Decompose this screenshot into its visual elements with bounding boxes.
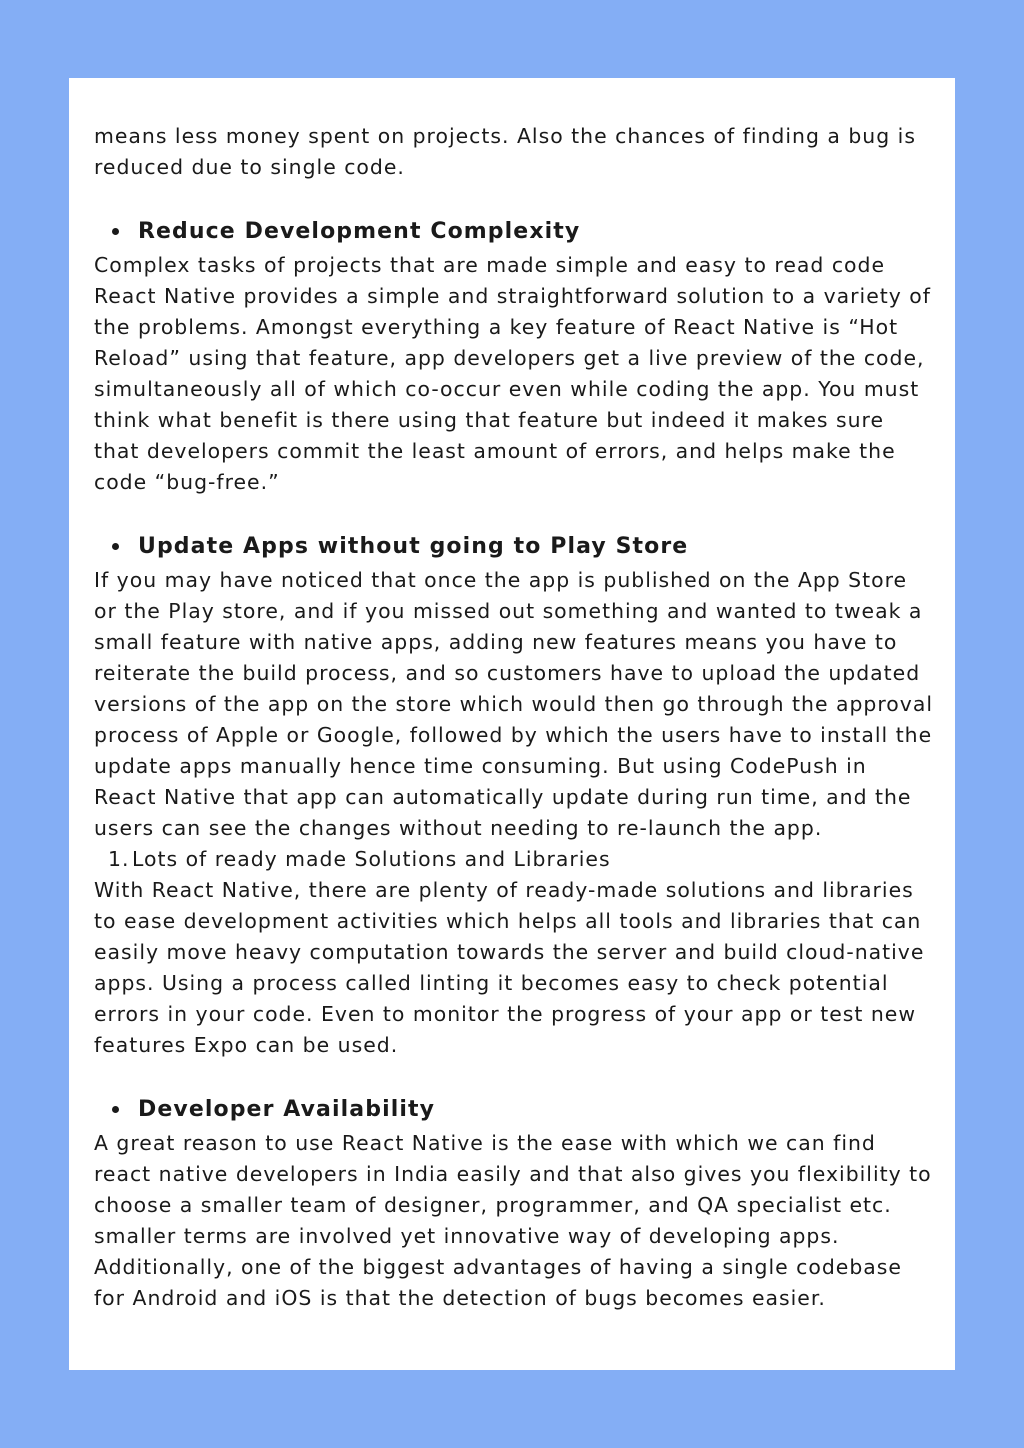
bullet-icon [112, 543, 119, 550]
section-update-apps [94, 531, 934, 1061]
section-heading [94, 1094, 934, 1126]
document-content [94, 121, 934, 1314]
section-heading [94, 531, 934, 563]
document-page [69, 78, 955, 1370]
list-number: 1. [108, 847, 130, 871]
section-heading-text: Update Apps without going to Play Store [138, 534, 689, 559]
list-item-text: Lots of ready made Solutions and Libraries [132, 847, 611, 871]
numbered-list-item [94, 844, 934, 875]
section-developer-availability [94, 1094, 934, 1314]
intro-paragraph: means less money spent on projects. Also the chances of finding a bug is reduced due to single code. [94, 124, 916, 179]
section-body: Complex tasks of projects that are made simple and easy to read code React Native provides a simple and straightforward solution to a variety of the problems. Amongst everything a key feature of React Native is “Hot Reload” using that feature, app developers get a live preview of the code, simultaneously all of which co-occur even while coding the app. You must think what benefit is there using that feature but indeed it makes sure that developers commit the least amount of errors, and helps make the code “bug-free.” [94, 253, 931, 494]
section-reduce-complexity [94, 216, 934, 498]
section-body: A great reason to use React Native is the ease with which we can find react native developers in India easily and that also gives you flexibility to choose a smaller team of designer, programmer, and QA specialist etc. smaller terms are involved yet innovative way of developing apps. Additionally, one of the biggest advantages of having a single codebase for Android and iOS is that the detection of bugs becomes easier. [94, 1131, 932, 1310]
section-body-continued: With React Native, there are plenty of ready-made solutions and libraries to ease development activities which helps all tools and libraries that can easily move heavy computation towards the server and build cloud-native apps. Using a process called linting it becomes easy to check potential errors in your code. Even to monitor the progress of your app or test new features Expo can be used. [94, 878, 925, 1057]
section-heading [94, 216, 934, 248]
section-heading-text: Reduce Development Complexity [138, 219, 581, 244]
section-body: If you may have noticed that once the app is published on the App Store or the Play store, and if you missed out something and wanted to tweak a small feature with native apps, adding new features means you have to reiterate the build process, and so customers have to upload the updated versions of the app on the store which would then go through the approval process of Apple or Google, followed by which the users have to install the update apps manually hence time consuming. But using CodePush in React Native that app can automatically update during run time, and the users can see the changes without needing to re-launch the app. [94, 568, 933, 840]
section-heading-text: Developer Availability [138, 1097, 436, 1122]
bullet-icon [112, 228, 119, 235]
bullet-icon [112, 1106, 119, 1113]
